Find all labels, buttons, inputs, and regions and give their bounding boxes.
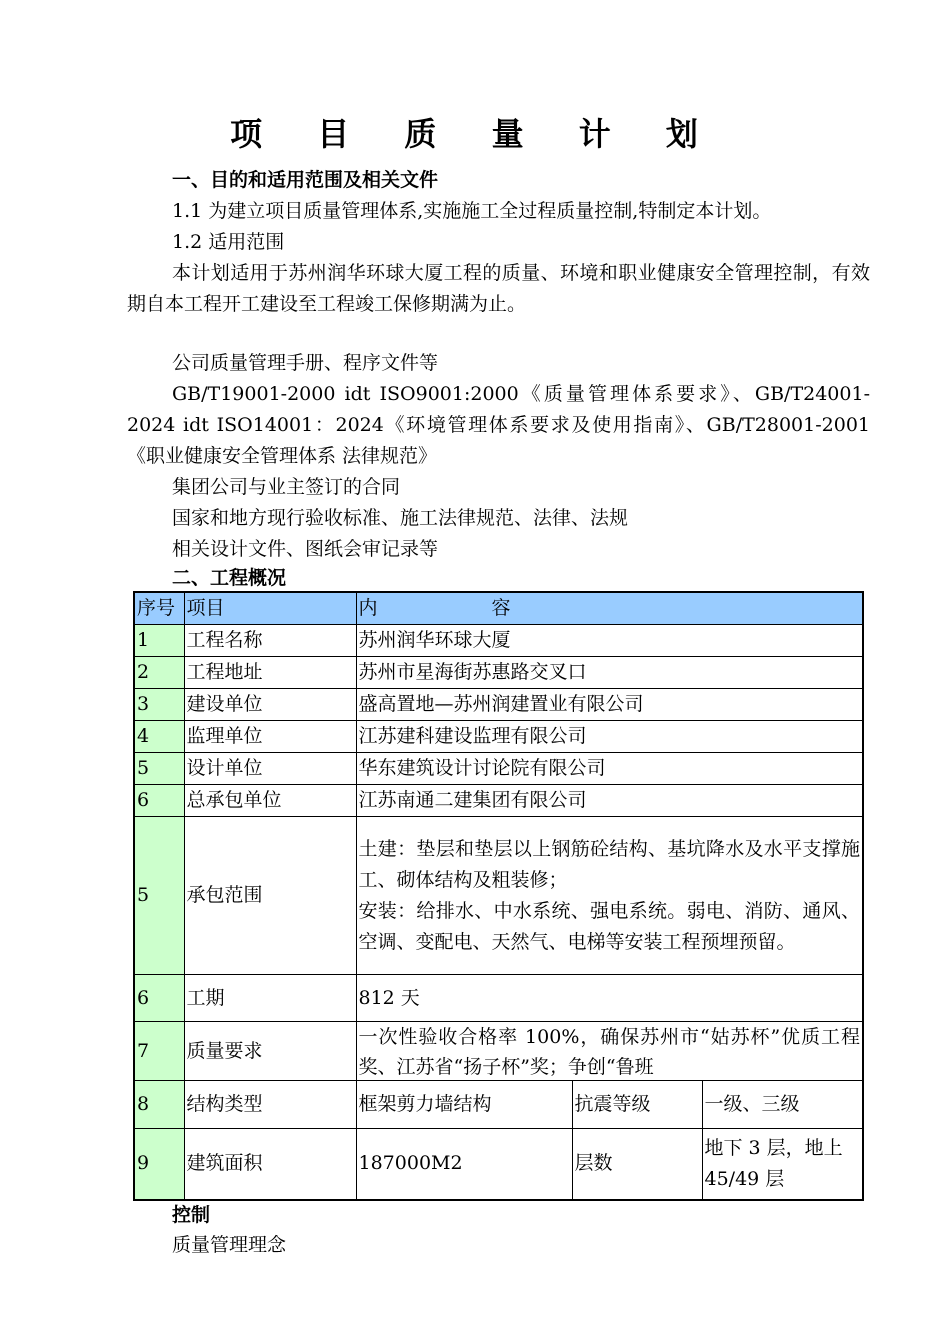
reference-item-1: 公司质量管理手册、程序文件等 bbox=[172, 352, 439, 374]
reference-item-3: 集团公司与业主签订的合同 bbox=[172, 476, 401, 498]
row-item: 设计单位 bbox=[184, 753, 356, 785]
row-content: 苏州润华环球大厦 bbox=[356, 625, 863, 657]
table-row-scope bbox=[134, 817, 863, 975]
row-no: 7 bbox=[134, 1022, 184, 1081]
row-content: 华东建筑设计讨论院有限公司 bbox=[356, 753, 863, 785]
paragraph-scope: 本计划适用于苏州润华环球大厦工程的质量、环境和职业健康安全管理控制，有效期自本工程开工建设至工程竣工保修期满为止。 bbox=[127, 262, 870, 315]
reference-item-2: GB/T19001-2000 idt ISO9001:2000《质量管理体系要求》、GB/T24001-2024 idt ISO14001：2024《环境管理体系要求及使用指南》、GB/T28001-2001《职业健康安全管理体系 法律规范》 bbox=[127, 383, 870, 467]
row-no: 8 bbox=[134, 1081, 184, 1129]
row-label-2: 层数 bbox=[572, 1129, 702, 1200]
table-row-quality bbox=[134, 1022, 863, 1081]
row-no: 9 bbox=[134, 1129, 184, 1200]
row-item: 总承包单位 bbox=[184, 785, 356, 817]
page-title: 项 目 质 量 计 划 bbox=[230, 115, 720, 153]
header-content: 内 容 bbox=[356, 592, 863, 625]
row-content: 苏州市星海街苏惠路交叉口 bbox=[356, 657, 863, 689]
scope-line-civil: 土建：垫层和垫层以上钢筋砼结构、基坑降水及水平支撑施工、砌体结构及粗装修； bbox=[358, 837, 861, 891]
reference-item-5: 相关设计文件、图纸会审记录等 bbox=[172, 538, 439, 560]
row-item: 工程地址 bbox=[184, 657, 356, 689]
row-label-2: 抗震等级 bbox=[572, 1081, 702, 1129]
row-item: 建筑面积 bbox=[184, 1129, 356, 1200]
row-content: 江苏建科建设监理有限公司 bbox=[356, 721, 863, 753]
table-row bbox=[134, 625, 863, 657]
row-no: 2 bbox=[134, 657, 184, 689]
table-row-area bbox=[134, 1129, 863, 1200]
row-item: 建设单位 bbox=[184, 689, 356, 721]
row-no: 3 bbox=[134, 689, 184, 721]
row-content bbox=[356, 817, 863, 975]
reference-item-4: 国家和地方现行验收标准、施工法律规范、法律、法规 bbox=[172, 507, 629, 529]
table-row bbox=[134, 753, 863, 785]
row-content: 框架剪力墙结构 bbox=[356, 1081, 572, 1129]
row-value-2: 一级、三级 bbox=[702, 1081, 863, 1129]
row-content: 187000M2 bbox=[356, 1129, 572, 1200]
row-item: 质量要求 bbox=[184, 1022, 356, 1081]
row-item: 工期 bbox=[184, 975, 356, 1022]
table-row-structure bbox=[134, 1081, 863, 1129]
row-content bbox=[356, 1022, 863, 1081]
footer-heading: 控制 bbox=[172, 1204, 211, 1226]
table-header-row bbox=[134, 592, 863, 625]
row-no: 4 bbox=[134, 721, 184, 753]
section-2-heading: 二、工程概况 bbox=[172, 567, 287, 589]
row-content: 江苏南通二建集团有限公司 bbox=[356, 785, 863, 817]
header-item: 项目 bbox=[184, 592, 356, 625]
table-row bbox=[134, 689, 863, 721]
paragraph-1-1: 1.1 为建立项目质量管理体系,实施施工全过程质量控制,特制定本计划。 bbox=[172, 200, 772, 222]
row-value-2: 地下 3 层，地上 45/49 层 bbox=[702, 1129, 863, 1200]
row-content: 盛高置地—苏州润建置业有限公司 bbox=[356, 689, 863, 721]
table-row bbox=[134, 657, 863, 689]
header-no: 序号 bbox=[134, 592, 184, 625]
quality-text: 一次性验收合格率 100%，确保苏州市“姑苏杯”优质工程奖、江苏省“扬子杯”奖；争创“鲁班 bbox=[358, 1026, 861, 1078]
table-row-period bbox=[134, 975, 863, 1022]
row-no: 6 bbox=[134, 785, 184, 817]
scope-line-install: 安装：给排水、中水系统、强电系统。弱电、消防、通风、空调、变配电、天然气、电梯等安装工程预埋预留。 bbox=[358, 899, 861, 953]
row-content: 812 天 bbox=[356, 975, 863, 1022]
section-1-heading: 一、目的和适用范围及相关文件 bbox=[172, 169, 439, 191]
footer-text: 质量管理理念 bbox=[172, 1234, 287, 1256]
row-item: 监理单位 bbox=[184, 721, 356, 753]
row-no: 5 bbox=[134, 753, 184, 785]
paragraph-1-2: 1.2 适用范围 bbox=[172, 231, 285, 253]
table-row bbox=[134, 721, 863, 753]
table-row bbox=[134, 785, 863, 817]
row-no: 6 bbox=[134, 975, 184, 1022]
row-no: 1 bbox=[134, 625, 184, 657]
row-no: 5 bbox=[134, 817, 184, 975]
row-item: 结构类型 bbox=[184, 1081, 356, 1129]
row-item: 承包范围 bbox=[184, 817, 356, 975]
project-overview-table bbox=[133, 591, 864, 1201]
row-item: 工程名称 bbox=[184, 625, 356, 657]
